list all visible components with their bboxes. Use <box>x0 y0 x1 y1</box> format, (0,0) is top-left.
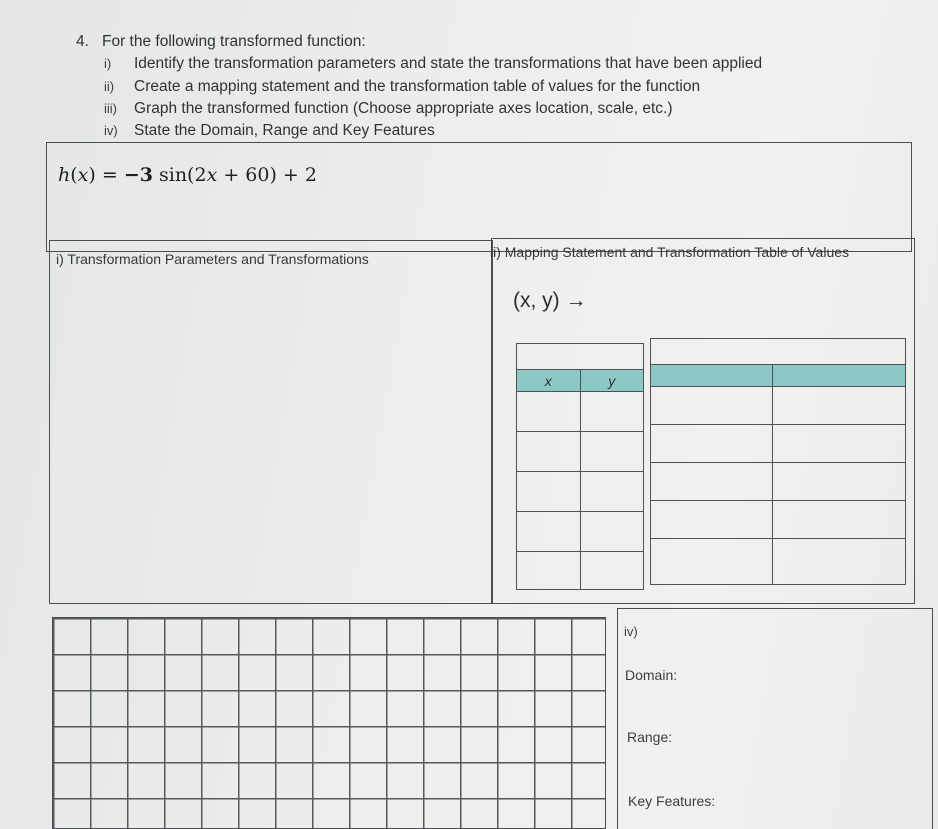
table-cell[interactable] <box>651 387 773 425</box>
function-variable: x <box>77 164 89 186</box>
table-cell[interactable] <box>517 552 581 590</box>
graph-grid[interactable] <box>52 617 606 829</box>
table-cell[interactable] <box>651 425 773 463</box>
key-features-label[interactable]: Key Features: <box>628 793 716 809</box>
equals-sign: = <box>95 164 124 186</box>
mapping-statement[interactable]: (x, y) → <box>513 289 587 312</box>
table-cell[interactable] <box>773 463 906 501</box>
question-item-1 <box>104 55 762 73</box>
features-label: iv) <box>624 624 638 639</box>
table-cell[interactable] <box>517 432 581 472</box>
table-cell[interactable] <box>517 392 581 432</box>
function-expression: h(x) = −3 sin(2x + 60) + 2 <box>58 164 317 186</box>
table-cell[interactable] <box>773 387 906 425</box>
table-cell[interactable] <box>773 425 906 463</box>
table-cell[interactable] <box>651 365 773 387</box>
question-item-3 <box>104 100 672 118</box>
table-cell[interactable] <box>651 501 773 539</box>
coefficient-a: −3 <box>123 164 153 186</box>
function-name: h <box>58 164 71 186</box>
function-rest: + 60) + 2 <box>217 164 317 186</box>
domain-label[interactable]: Domain: <box>625 667 678 683</box>
function-variable-2: x <box>206 164 218 186</box>
question-item-4 <box>104 122 435 140</box>
function-box <box>46 142 912 252</box>
table-cell[interactable] <box>773 539 906 585</box>
item-text: State the Domain, Range and Key Features <box>134 122 435 139</box>
mapping-label: ii) Mapping Statement and Transformation Table of Values <box>490 244 850 260</box>
item-text: Identify the transformation parameters and state the transformations that have been applied <box>134 55 763 72</box>
range-label[interactable]: Range: <box>627 729 673 745</box>
question-prompt <box>76 33 366 51</box>
question-number: 4. <box>76 33 89 50</box>
table-header-x: x <box>517 370 581 392</box>
table-cell[interactable] <box>773 365 906 387</box>
item-roman: i) <box>104 56 112 71</box>
table-cell[interactable] <box>651 463 773 501</box>
sin-part: sin(2 <box>152 164 207 186</box>
table-header-y: y <box>580 370 644 392</box>
transformations-box[interactable] <box>49 240 493 604</box>
table-cell[interactable] <box>580 512 644 552</box>
transformations-label: i) Transformation Parameters and Transformations <box>56 251 369 267</box>
table-cell[interactable] <box>517 512 581 552</box>
item-text: Graph the transformed function (Choose appropriate axes location, scale, etc.) <box>134 100 673 117</box>
item-roman: ii) <box>104 79 115 94</box>
question-prompt-text: For the following transformed function: <box>102 33 366 50</box>
table-of-values-left <box>516 343 644 590</box>
table-cell[interactable] <box>773 501 906 539</box>
item-roman: iv) <box>104 123 118 138</box>
table-cell[interactable] <box>517 472 581 512</box>
table-cell[interactable] <box>580 552 644 590</box>
table-cell[interactable] <box>651 539 773 585</box>
item-roman: iii) <box>104 101 117 116</box>
question-item-2 <box>104 78 700 96</box>
table-cell[interactable] <box>580 392 644 432</box>
table-cell[interactable] <box>580 432 644 472</box>
item-text: Create a mapping statement and the transformation table of values for the function <box>134 78 701 95</box>
table-cell[interactable] <box>651 339 906 365</box>
table-cell[interactable] <box>580 472 644 512</box>
table-of-values-right <box>650 338 906 585</box>
table-cell[interactable] <box>517 344 644 370</box>
